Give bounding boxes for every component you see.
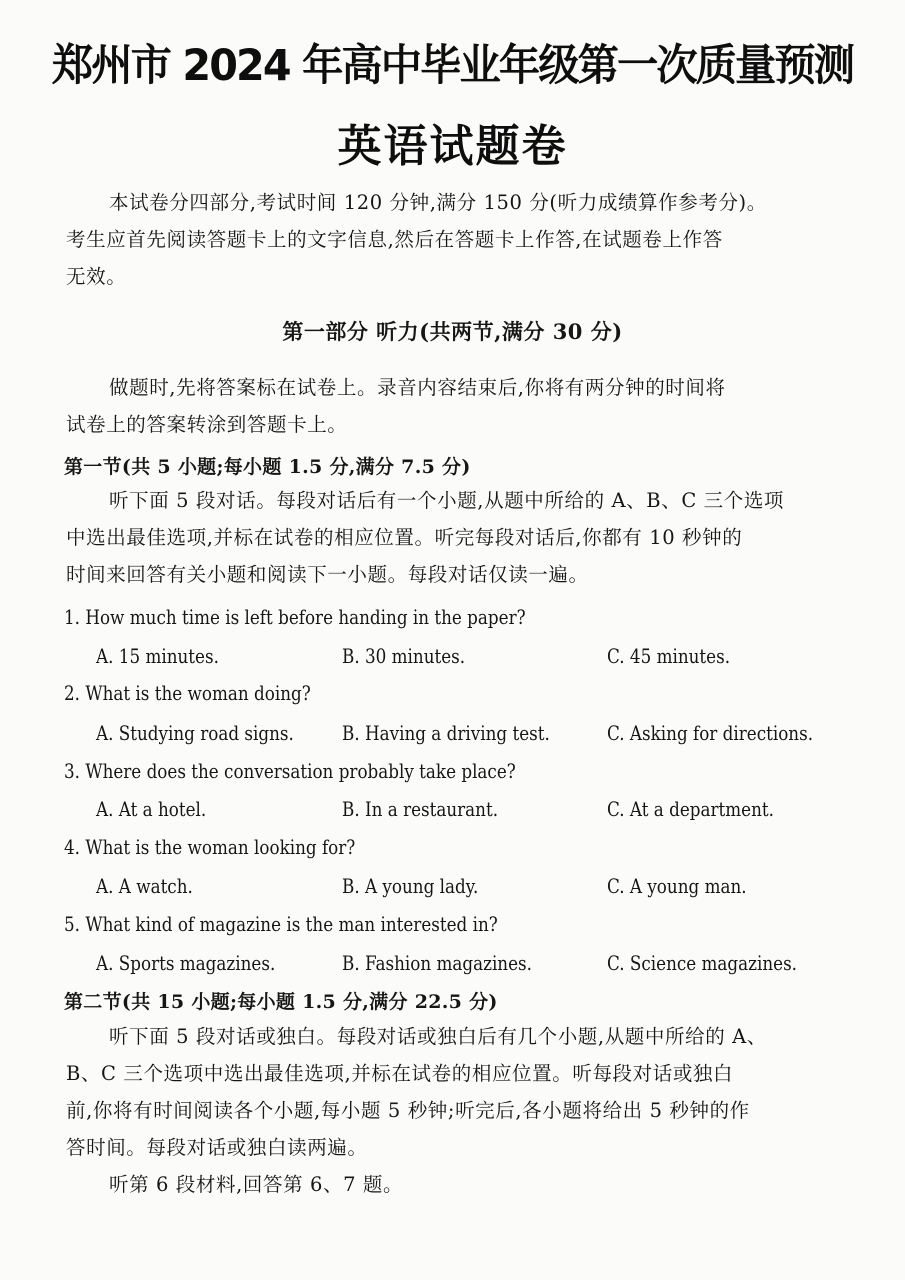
direction-line: 前,你将有时间阅读各个小题,每小题 5 秒钟;听完后,各小题将给出 5 秒钟的作 [66,1099,750,1122]
part1-heading: 第一部分 听力(共两节,满分 30 分) [282,319,623,344]
direction-line: 听下面 5 段对话。每段对话后有一个小题,从题中所给的 A、B、C 三个选项 [109,489,785,512]
direction-line: 时间来回答有关小题和阅读下一小题。每段对话仅读一遍。 [66,563,589,586]
option-a: A. At a hotel. [96,798,207,821]
option-c: C. A young man. [607,875,747,898]
option-c: C. Asking for directions. [607,722,814,745]
option-b: B. Fashion magazines. [342,952,532,975]
option-c: C. Science magazines. [607,952,798,975]
exam-subtitle: 英语试题卷 [337,121,568,172]
direction-line: 答时间。每段对话或独白读两遍。 [66,1136,368,1159]
instruction-line: 试卷上的答案转涂到答题卡上。 [66,413,348,436]
question-stem: 2. What is the woman doing? [64,682,311,705]
section2-heading: 第二节(共 15 小题;每小题 1.5 分,满分 22.5 分) [64,991,498,1013]
option-b: B. In a restaurant. [342,798,499,821]
exam-title: 郑州市 2024 年高中毕业年级第一次质量预测 [51,41,854,91]
instruction-line: 做题时,先将答案标在试卷上。录音内容结束后,你将有两分钟的时间将 [109,376,726,399]
option-a: A. 15 minutes. [96,645,219,668]
direction-line: 听下面 5 段对话或独白。每段对话或独白后有几个小题,从题中所给的 A、 [109,1025,767,1048]
section1-heading: 第一节(共 5 小题;每小题 1.5 分,满分 7.5 分) [64,456,471,478]
part1-instructions [66,369,866,443]
direction-line: B、C 三个选项中选出最佳选项,并标在试卷的相应位置。听每段对话或独白 [66,1062,734,1085]
option-b: B. Having a driving test. [342,722,550,745]
option-a: A. Studying road signs. [96,722,294,745]
option-b: B. 30 minutes. [342,645,466,668]
question-stem: 1. How much time is left before handing in the paper? [64,606,526,629]
question-stem: 5. What kind of magazine is the man interested in? [64,913,498,936]
section2-directions [66,1018,866,1203]
material-note: 听第 6 段材料,回答第 6、7 题。 [109,1173,404,1196]
intro-line: 本试卷分四部分,考试时间 120 分钟,满分 150 分(听力成绩算作参考分)。 [109,191,767,214]
option-a: A. A watch. [96,875,193,898]
intro-line: 无效。 [66,265,127,288]
direction-line: 中选出最佳选项,并标在试卷的相应位置。听完每段对话后,你都有 10 秒钟的 [66,526,743,549]
question-stem: 3. Where does the conversation probably take place? [64,760,516,783]
option-c: C. 45 minutes. [607,645,731,668]
intro-line: 考生应首先阅读答题卡上的文字信息,然后在答题卡上作答,在试题卷上作答 [66,228,723,251]
intro-paragraph [66,184,866,295]
option-a: A. Sports magazines. [96,952,276,975]
section1-directions [66,482,866,593]
option-b: B. A young lady. [342,875,479,898]
question-stem: 4. What is the woman looking for? [64,836,356,859]
option-c: C. At a department. [607,798,774,821]
